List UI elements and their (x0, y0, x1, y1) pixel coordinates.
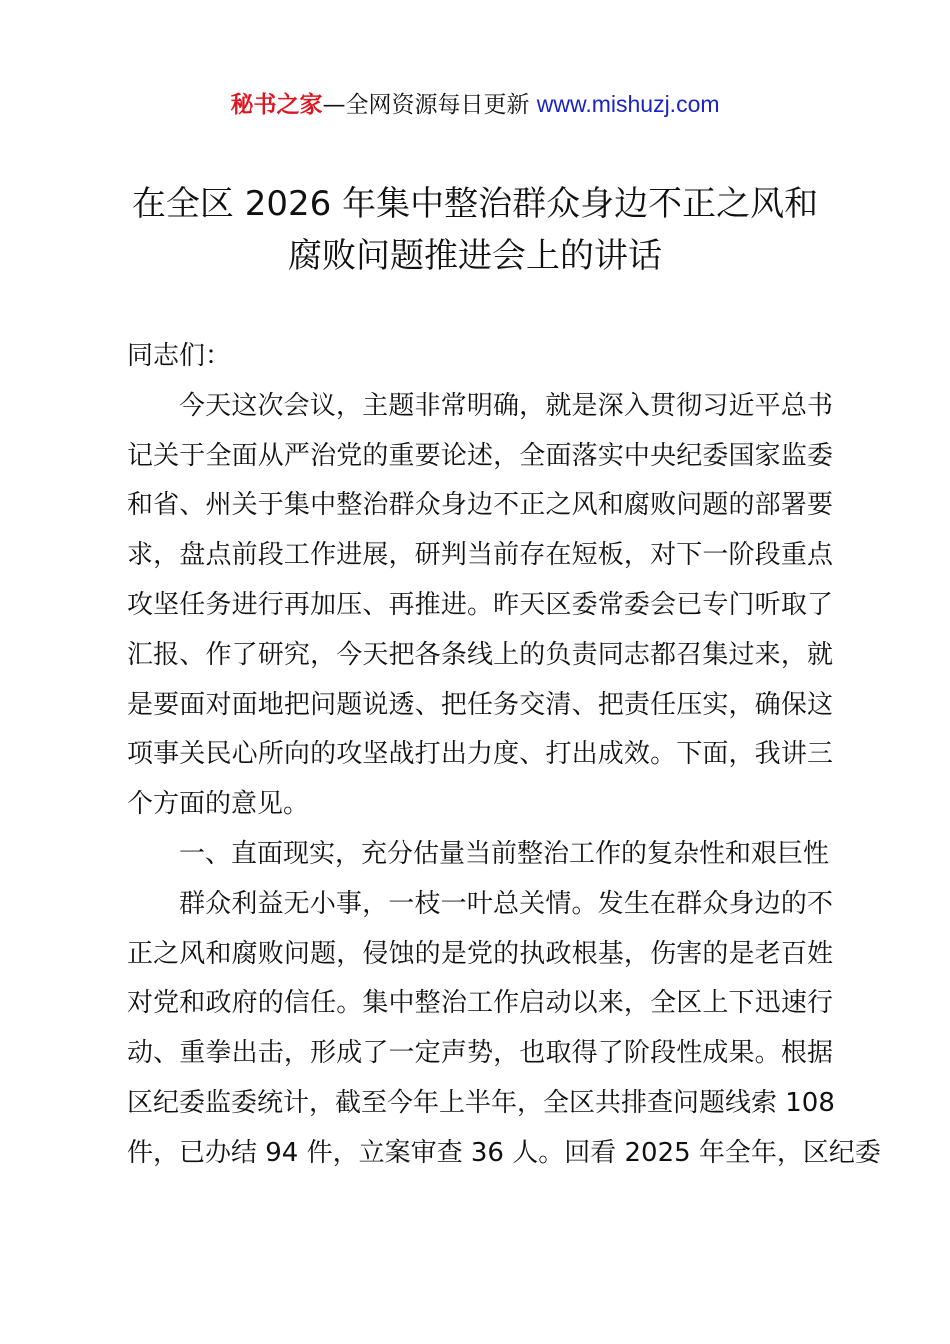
document-title (110, 178, 840, 282)
paragraph-line: 今天这次会议，主题非常明确，就是深入贯彻习近平总书 (179, 390, 833, 421)
site-tagline: —全网资源每日更新 (322, 92, 537, 118)
paragraph-line: 汇报、作了研究，今天把各条线上的负责同志都召集过来，就 (127, 639, 833, 670)
paragraph-line: 是要面对面地把问题说透、把任务交清、把责任压实，确保这 (127, 689, 833, 720)
paragraph-line: 群众利益无小事，一枝一叶总关情。发生在群众身边的不 (179, 888, 833, 919)
paragraph-line: 对党和政府的信任。集中整治工作启动以来，全区上下迅速行 (127, 988, 833, 1019)
title-line-1: 在全区 2026 年集中整治群众身边不正之风和 (131, 184, 819, 224)
greeting: 同志们： (127, 341, 232, 371)
paragraph-line: 记关于全面从严治党的重要论述，全面落实中央纪委国家监委 (127, 440, 833, 471)
site-name: 秘书之家 (230, 92, 323, 118)
site-header (0, 88, 950, 121)
paragraph-line: 攻坚任务进行再加压、再推进。昨天区委常委会已专门听取了 (127, 589, 833, 620)
title-line-2: 腐败问题推进会上的讲话 (288, 236, 662, 276)
section-heading: 一、直面现实，充分估量当前整治工作的复杂性和艰巨性 (179, 838, 830, 869)
paragraph-line: 求，盘点前段工作进展，研判当前存在短板，对下一阶段重点 (127, 540, 833, 571)
paragraph-line: 区纪委监委统计，截至今年上半年，全区共排查问题线索 108 (127, 1087, 835, 1118)
paragraph-line: 项事关民心所向的攻坚战打出力度、打出成效。下面，我讲三 (127, 739, 833, 770)
paragraph-line: 动、重拳出击，形成了一定声势，也取得了阶段性成果。根据 (127, 1038, 833, 1069)
paragraph-line: 和省、州关于集中整治群众身边不正之风和腐败问题的部署要 (127, 490, 833, 521)
document-body (127, 332, 881, 1179)
paragraph-line: 个方面的意见。 (127, 789, 310, 820)
paragraph-line: 正之风和腐败问题，侵蚀的是党的执政根基，伤害的是老百姓 (127, 938, 833, 969)
paragraph-line: 件，已办结 94 件，立案审查 36 人。回看 2025 年全年，区纪委 (127, 1137, 881, 1168)
site-url-link[interactable]: www.mishuzj.com (536, 91, 720, 117)
